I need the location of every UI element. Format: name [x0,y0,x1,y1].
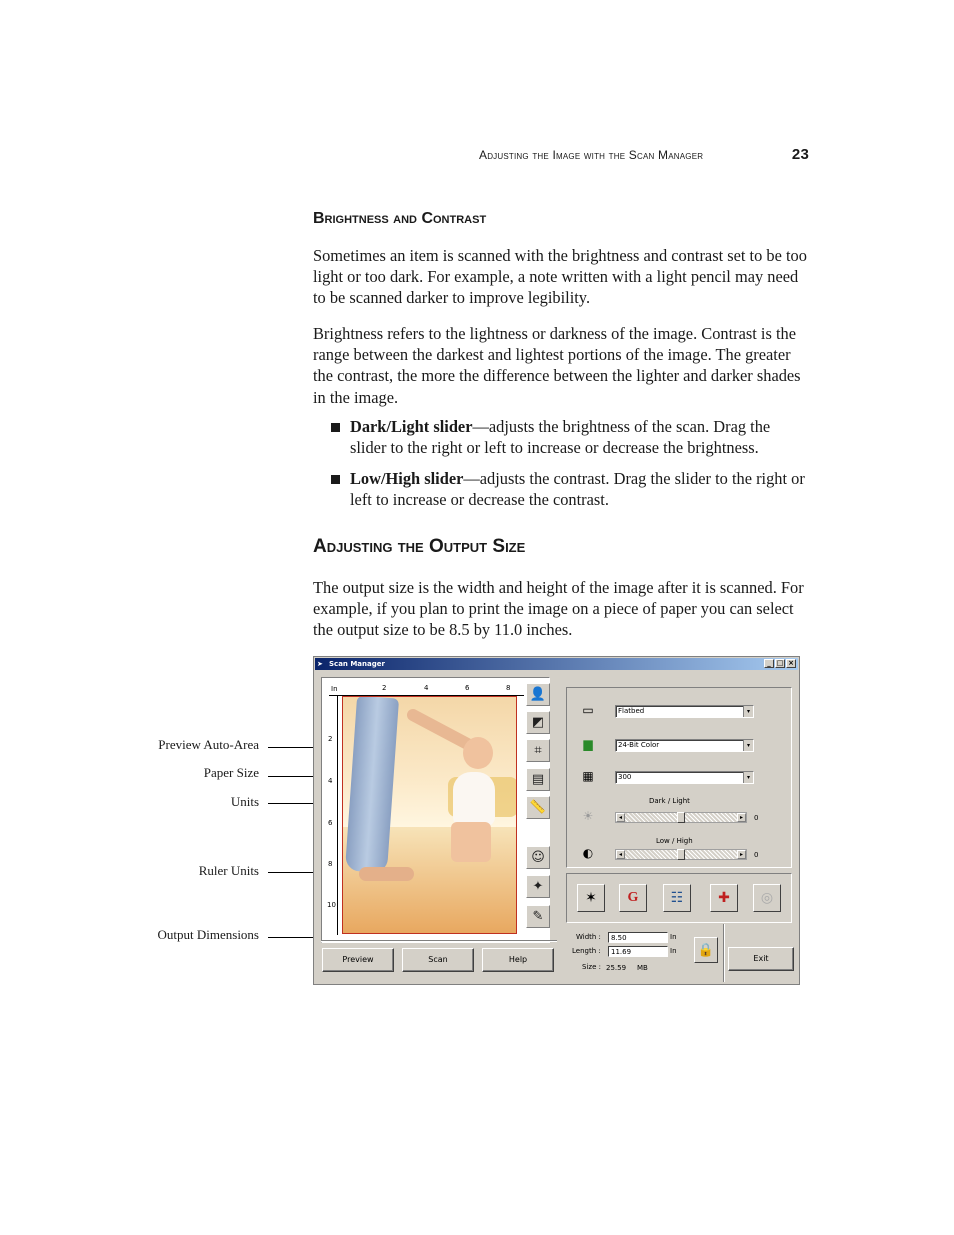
close-button[interactable]: × [786,659,796,668]
chevron-down-icon[interactable]: ▾ [743,740,753,751]
preview-button[interactable]: Preview [322,948,394,972]
bullet-term: Low/High slider [350,469,464,488]
people-icon[interactable]: ☺ [526,846,550,869]
running-head [479,148,809,162]
ruler-icon[interactable]: 📏 [526,796,550,819]
lock-icon[interactable]: 🔒 [694,937,718,963]
ruler-left[interactable] [327,695,338,935]
slider-left-arrow[interactable]: ◂ [616,850,625,859]
app-icon: ➤ [317,660,323,668]
resolution-select[interactable] [615,771,754,784]
contrast-slider-thumb[interactable] [677,849,685,860]
bullet-low-high [330,468,810,510]
magic-wand-icon[interactable]: ✶ [577,884,605,912]
length-field[interactable]: 11.69 [608,946,668,957]
bullet-text: —adjusts the brightness of the scan. Drag the slider to the right or left to increase or decrease the brightness. [350,417,771,458]
auto-area-icon[interactable]: ◩ [526,711,550,734]
contrast-icon: ◐ [582,846,594,860]
silhouette-icon[interactable]: 👤 [526,683,550,706]
exit-button[interactable]: Exit [728,947,794,971]
callout-paper-size: Paper Size [203,765,259,780]
divider [723,924,725,982]
size-label: Size : [582,963,601,971]
callout-output-dimensions: Output Dimensions [157,927,259,942]
minimize-button[interactable]: _ [764,659,774,668]
length-label: Length : [572,947,601,955]
contrast-slider[interactable] [615,849,747,860]
section-heading-output-size: Adjusting the Output Size [313,536,526,557]
scan-button[interactable]: Scan [402,948,474,972]
help-button[interactable]: Help [482,948,554,972]
resolution-icon: ▦ [582,769,594,783]
paragraph-intro: Sometimes an item is scanned with the brightness and contrast set to be too light or too dark. For example, a note written with a light pencil may need to be scanned darker to improve legibility. [313,246,807,308]
bullet-marker [331,475,340,484]
gamma-icon[interactable]: G [619,884,647,912]
ruler-tick: 8 [506,684,511,692]
flatbed-icon: ▭ [582,703,594,717]
ruler-top[interactable] [329,684,524,696]
title-bar [315,658,798,670]
width-label: Width : [576,933,601,941]
eyedropper-icon[interactable]: ✎ [526,905,550,928]
callout-units: Units [230,794,259,809]
chevron-down-icon[interactable]: ▾ [743,706,753,717]
maximize-button[interactable]: □ [776,659,784,667]
settings-panel [566,687,792,868]
ruler-tick: 10 [327,901,336,909]
preview-image[interactable] [342,696,517,934]
ruler-tick: 4 [328,777,333,785]
ruler-tick: 2 [382,684,387,692]
section-heading-brightness: Brightness and Contrast [313,210,487,227]
scan-manager-window [313,656,800,985]
length-unit: In [670,947,677,955]
bullet-marker [331,423,340,432]
disc-icon[interactable]: ◎ [753,884,781,912]
bullet-term: Dark/Light slider [350,417,473,436]
source-value: Flatbed [618,707,645,715]
chevron-down-icon[interactable]: ▾ [743,772,753,783]
paragraph-output-size: The output size is the width and height of the image after it is scanned. For example, if you plan to print the image on a piece of paper you can select the output size to be 8.5 by 11.0 inches. [313,578,804,640]
running-head-title: Adjusting the Image with the Scan Manager [479,148,704,162]
brightness-label: Dark / Light [649,797,690,805]
source-select[interactable] [615,705,754,718]
paper-size-icon[interactable]: ▤ [526,768,550,791]
ruler-tick: 6 [465,684,470,692]
crop-icon[interactable]: ⌗ [526,739,550,762]
color-mode-value: 24-Bit Color [618,741,660,749]
color-adjust-icon[interactable]: ✚ [710,884,738,912]
size-value: 25.59 [606,964,627,972]
window-title: Scan Manager [329,660,385,668]
paragraph-definition: Brightness refers to the lightness or darkness of the image. Contrast is the range between the darkest and lightest portions of the image. The greater the contrast, the more the difference between the lighter and darker shades in the image. [313,324,801,407]
settings-icon[interactable]: ☷ [663,884,691,912]
ruler-tick: 8 [328,860,333,868]
divider [321,940,557,942]
slider-left-arrow[interactable]: ◂ [616,813,625,822]
filter-icon[interactable]: ✦ [526,875,550,898]
resolution-value: 300 [618,773,632,781]
ruler-tick: 6 [328,819,333,827]
contrast-value: 0 [754,851,759,859]
brightness-slider[interactable] [615,812,747,823]
ruler-tick: 2 [328,735,333,743]
brightness-value: 0 [754,814,759,822]
image-tools-panel [566,873,792,923]
brightness-slider-thumb[interactable] [677,812,685,823]
bullet-text: —adjusts the contrast. Drag the slider to the right or left to increase or decrease the contrast. [350,469,805,510]
preview-area[interactable] [321,677,550,943]
slider-right-arrow[interactable]: ▸ [737,813,746,822]
sun-icon: ☀ [582,809,594,823]
width-unit: In [670,933,677,941]
ruler-unit-label: In [331,685,338,693]
slider-right-arrow[interactable]: ▸ [737,850,746,859]
color-mode-icon: ▆ [583,737,593,751]
color-mode-select[interactable] [615,739,754,752]
page-number: 23 [791,146,809,163]
callout-preview-auto-area: Preview Auto-Area [158,737,259,752]
width-field[interactable]: 8.50 [608,932,668,943]
size-unit: MB [637,964,648,972]
contrast-label: Low / High [656,837,693,845]
ruler-tick: 4 [424,684,429,692]
bullet-dark-light [330,416,810,458]
callout-ruler-units: Ruler Units [198,863,259,878]
